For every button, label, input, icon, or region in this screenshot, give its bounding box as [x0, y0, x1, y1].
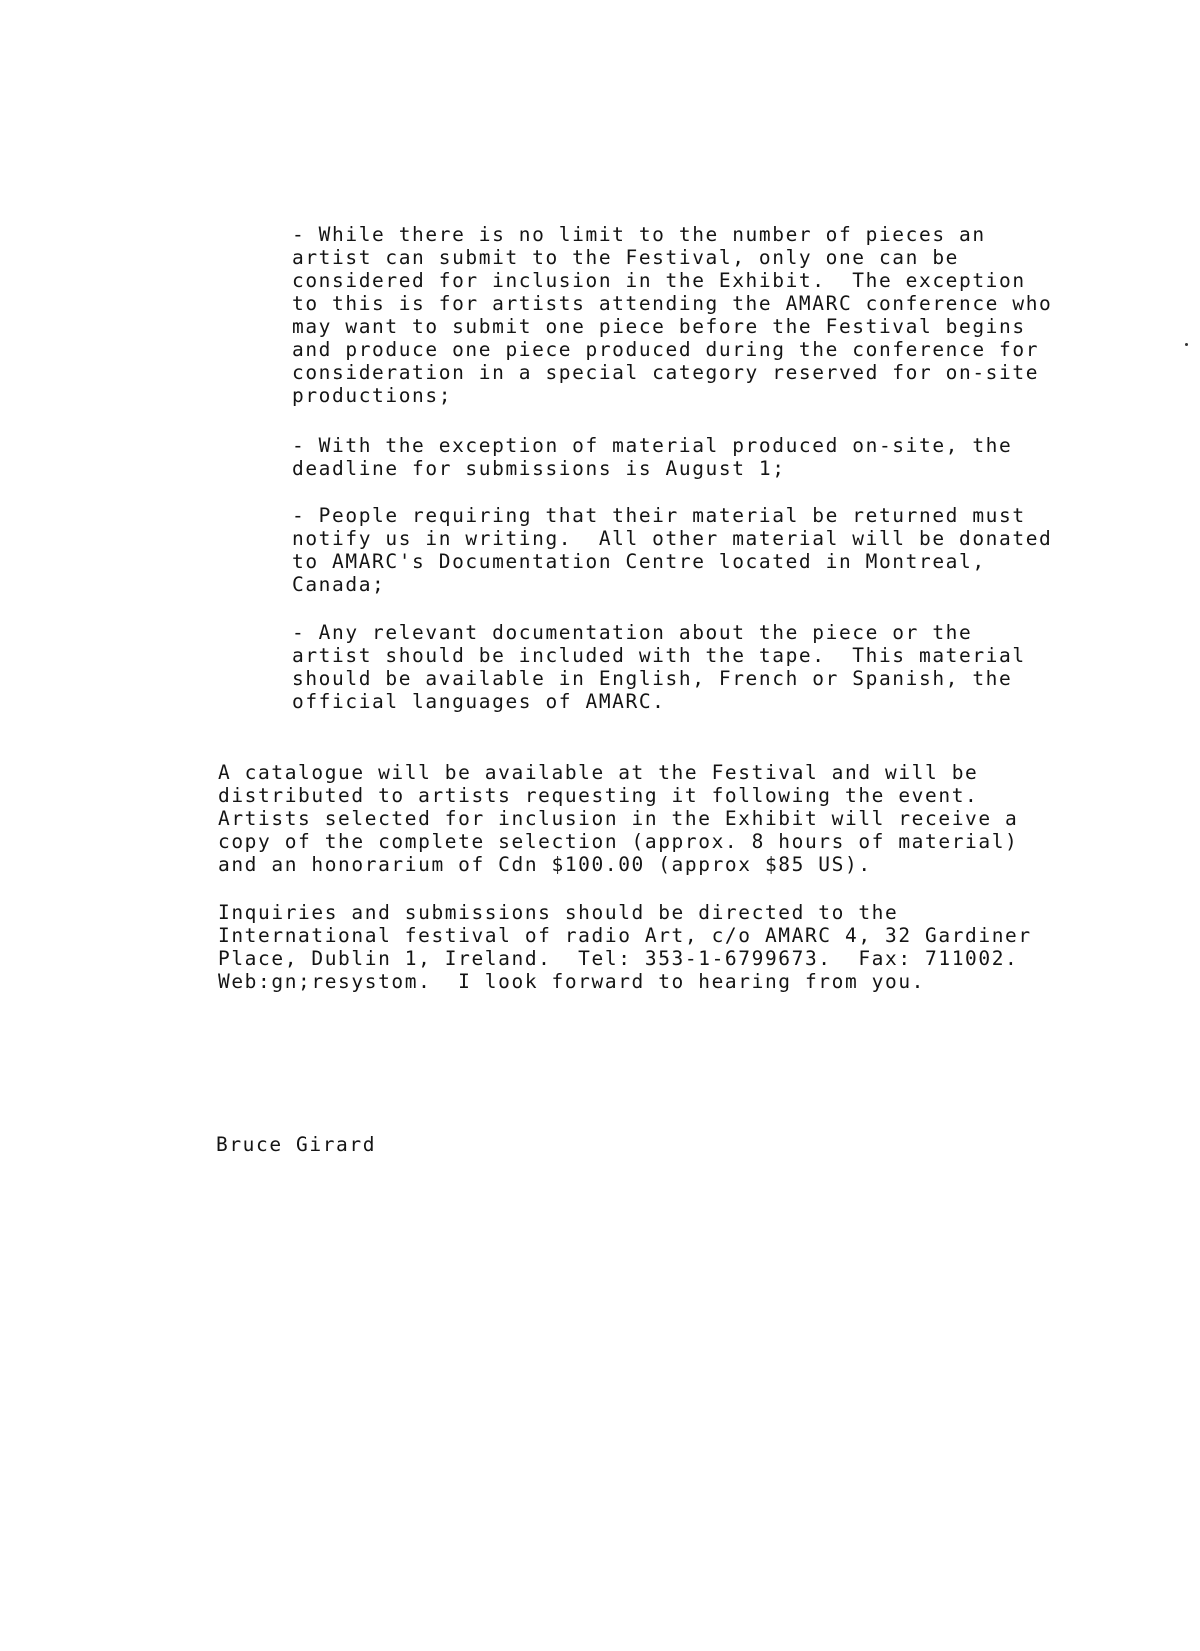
stray-mark: [1185, 343, 1188, 346]
text-line: official languages of AMARC.: [292, 690, 666, 713]
text-line: should be available in English, French or Spanish, the: [292, 667, 1013, 690]
text-line: - With the exception of material produced on-site, the: [292, 434, 1013, 457]
text-line: A catalogue will be available at the Festival and will be: [218, 761, 979, 784]
text-line: Canada;: [292, 573, 386, 596]
text-line: Web:gn;resystom. I look forward to hearing from you.: [218, 970, 926, 993]
text-line: Place, Dublin 1, Ireland. Tel: 353-1-6799673. Fax: 711002.: [218, 947, 1019, 970]
text-line: and an honorarium of Cdn $100.00 (approx $85 US).: [218, 853, 872, 876]
text-line: distributed to artists requesting it following the event.: [218, 784, 979, 807]
text-line: and produce one piece produced during the conference for: [292, 338, 1040, 361]
text-line: - While there is no limit to the number of pieces an: [292, 223, 986, 246]
text-line: to this is for artists attending the AMARC conference who: [292, 292, 1053, 315]
text-line: copy of the complete selection (approx. 8 hours of material): [218, 830, 1019, 853]
text-line: International festival of radio Art, c/o AMARC 4, 32 Gardiner: [218, 924, 1032, 947]
text-line: to AMARC's Documentation Centre located in Montreal,: [292, 550, 986, 573]
text-line: productions;: [292, 384, 453, 407]
text-line: artist can submit to the Festival, only one can be: [292, 246, 959, 269]
text-line: may want to submit one piece before the Festival begins: [292, 315, 1026, 338]
text-line: Inquiries and submissions should be directed to the: [218, 901, 899, 924]
text-line: artist should be included with the tape. This material: [292, 644, 1026, 667]
text-line: - Any relevant documentation about the piece or the: [292, 621, 973, 644]
text-line: - People requiring that their material be returned must: [292, 504, 1026, 527]
signature-name: Bruce Girard: [216, 1133, 377, 1156]
text-line: consideration in a special category reserved for on-site: [292, 361, 1040, 384]
text-line: notify us in writing. All other material will be donated: [292, 527, 1053, 550]
text-line: deadline for submissions is August 1;: [292, 457, 786, 480]
text-line: considered for inclusion in the Exhibit. The exception: [292, 269, 1026, 292]
text-line: Artists selected for inclusion in the Exhibit will receive a: [218, 807, 1019, 830]
